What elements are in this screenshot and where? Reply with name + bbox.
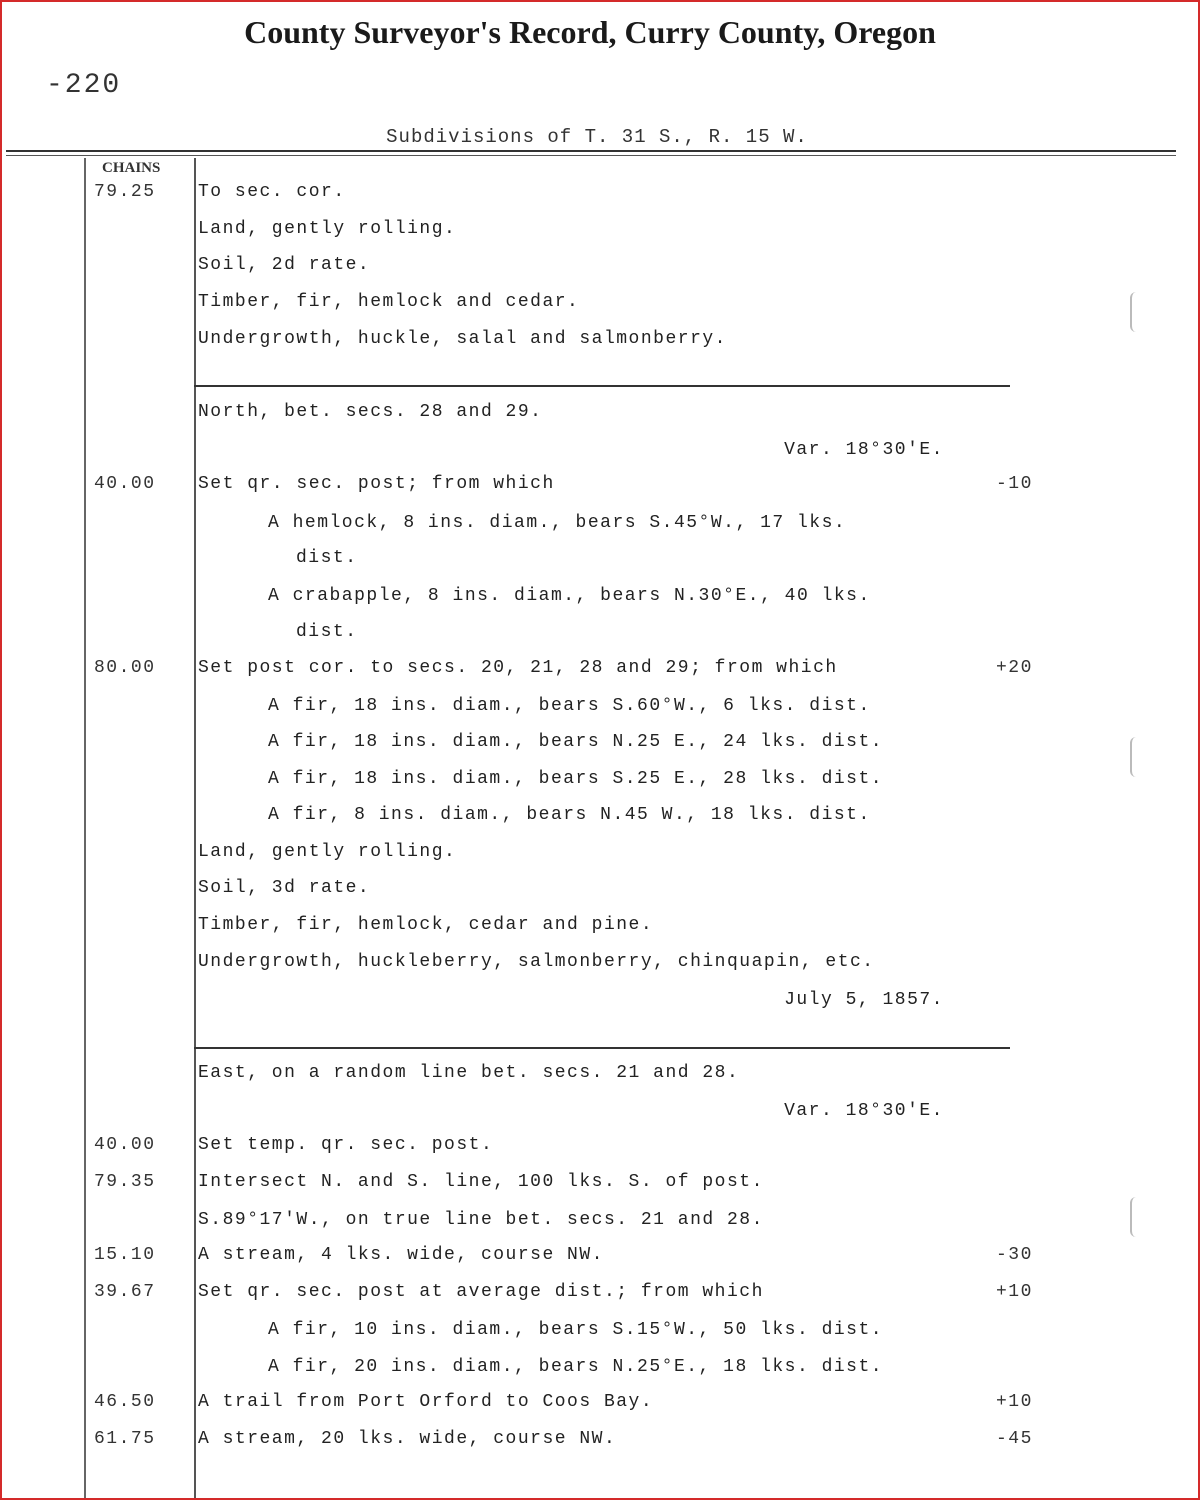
entry-text: Undergrowth, huckleberry, salmonberry, chinquapin, etc.: [198, 952, 875, 972]
record-entry: [2, 658, 1192, 688]
entry-text: Soil, 3d rate.: [198, 878, 371, 898]
record-entry: [2, 440, 1192, 470]
record-entry: [2, 1245, 1192, 1275]
entry-text: A crabapple, 8 ins. diam., bears N.30°E., 40 lks.: [268, 586, 871, 606]
elevation-value: -10: [996, 474, 1033, 494]
chains-value: 39.67: [94, 1282, 156, 1302]
record-entry: [2, 1135, 1192, 1165]
header-rule: [6, 150, 1176, 152]
entry-text: Land, gently rolling.: [198, 219, 457, 239]
record-entry: [2, 1210, 1192, 1240]
record-entry: [2, 182, 1192, 212]
page-number: -220: [46, 70, 122, 101]
entry-text: A stream, 4 lks. wide, course NW.: [198, 1245, 604, 1265]
entry-text: North, bet. secs. 28 and 29.: [198, 402, 543, 422]
record-entry: [2, 255, 1192, 285]
entry-text: East, on a random line bet. secs. 21 and 28.: [198, 1063, 740, 1083]
entry-text: Intersect N. and S. line, 100 lks. S. of post.: [198, 1172, 764, 1192]
chains-value: 61.75: [94, 1429, 156, 1449]
entry-text: Set qr. sec. post; from which: [198, 474, 555, 494]
margin-mark: [1130, 737, 1144, 777]
entry-text: A fir, 10 ins. diam., bears S.15°W., 50 lks. dist.: [268, 1320, 884, 1340]
entry-text: A trail from Port Orford to Coos Bay.: [198, 1392, 654, 1412]
chains-value: 15.10: [94, 1245, 156, 1265]
record-entry: [2, 1063, 1192, 1093]
chains-column-header: CHAINS: [102, 160, 161, 176]
margin-mark: [1130, 292, 1144, 332]
record-entry: [2, 1357, 1192, 1387]
record-entry: [2, 1101, 1192, 1131]
entry-text: July 5, 1857.: [784, 990, 944, 1010]
entry-text: dist.: [296, 622, 358, 642]
record-entry: [2, 329, 1192, 359]
record-entry: [2, 1172, 1192, 1202]
elevation-value: +10: [996, 1282, 1033, 1302]
entry-text: Var. 18°30'E.: [784, 440, 944, 460]
record-entry: [2, 292, 1192, 322]
record-entry: [2, 915, 1192, 945]
entry-text: dist.: [296, 548, 358, 568]
record-entry: [2, 586, 1192, 616]
page-subtitle: Subdivisions of T. 31 S., R. 15 W.: [386, 126, 808, 148]
entry-text: Timber, fir, hemlock and cedar.: [198, 292, 580, 312]
chains-value: 40.00: [94, 474, 156, 494]
header-rule-thin: [6, 155, 1176, 156]
entry-text: A fir, 8 ins. diam., bears N.45 W., 18 lks. dist.: [268, 805, 871, 825]
record-entry: [2, 696, 1192, 726]
chains-value: 79.25: [94, 182, 156, 202]
entry-text: To sec. cor.: [198, 182, 346, 202]
record-entry: [2, 1392, 1192, 1422]
elevation-value: -30: [996, 1245, 1033, 1265]
entry-text: S.89°17'W., on true line bet. secs. 21 and 28.: [198, 1210, 764, 1230]
elevation-value: -45: [996, 1429, 1033, 1449]
entry-text: Set qr. sec. post at average dist.; from which: [198, 1282, 764, 1302]
record-entry: [2, 878, 1192, 908]
entry-text: Var. 18°30'E.: [784, 1101, 944, 1121]
entry-text: A fir, 18 ins. diam., bears S.60°W., 6 lks. dist.: [268, 696, 871, 716]
record-entry: [2, 622, 1192, 652]
entry-text: A hemlock, 8 ins. diam., bears S.45°W., 17 lks.: [268, 513, 847, 533]
record-entry: [2, 548, 1192, 578]
chains-value: 46.50: [94, 1392, 156, 1412]
record-entry: [2, 474, 1192, 504]
elevation-value: +20: [996, 658, 1033, 678]
section-separator: [194, 1047, 1010, 1049]
record-entry: [2, 1429, 1192, 1459]
entry-text: Soil, 2d rate.: [198, 255, 371, 275]
margin-mark: [1130, 1197, 1144, 1237]
entry-text: Set post cor. to secs. 20, 21, 28 and 29; from which: [198, 658, 838, 678]
entry-text: A fir, 18 ins. diam., bears N.25 E., 24 lks. dist.: [268, 732, 884, 752]
entry-text: A fir, 18 ins. diam., bears S.25 E., 28 lks. dist.: [268, 769, 884, 789]
chains-value: 80.00: [94, 658, 156, 678]
entry-text: A stream, 20 lks. wide, course NW.: [198, 1429, 617, 1449]
entry-text: A fir, 20 ins. diam., bears N.25°E., 18 lks. dist.: [268, 1357, 884, 1377]
entry-text: Set temp. qr. sec. post.: [198, 1135, 494, 1155]
record-entry: [2, 402, 1192, 432]
entry-text: Timber, fir, hemlock, cedar and pine.: [198, 915, 654, 935]
record-entry: [2, 1320, 1192, 1350]
chains-value: 79.35: [94, 1172, 156, 1192]
record-entry: [2, 513, 1192, 543]
chains-value: 40.00: [94, 1135, 156, 1155]
record-entry: [2, 805, 1192, 835]
record-entry: [2, 769, 1192, 799]
record-entry: [2, 732, 1192, 762]
section-separator: [194, 385, 1010, 387]
entry-text: Land, gently rolling.: [198, 842, 457, 862]
elevation-value: +10: [996, 1392, 1033, 1412]
record-entry: [2, 1282, 1192, 1312]
record-entry: [2, 952, 1192, 982]
entry-text: Undergrowth, huckle, salal and salmonberry.: [198, 329, 727, 349]
record-entry: [2, 842, 1192, 872]
record-entry: [2, 219, 1192, 249]
page-title: County Surveyor's Record, Curry County, Oregon: [244, 14, 936, 50]
record-entry: [2, 990, 1192, 1020]
